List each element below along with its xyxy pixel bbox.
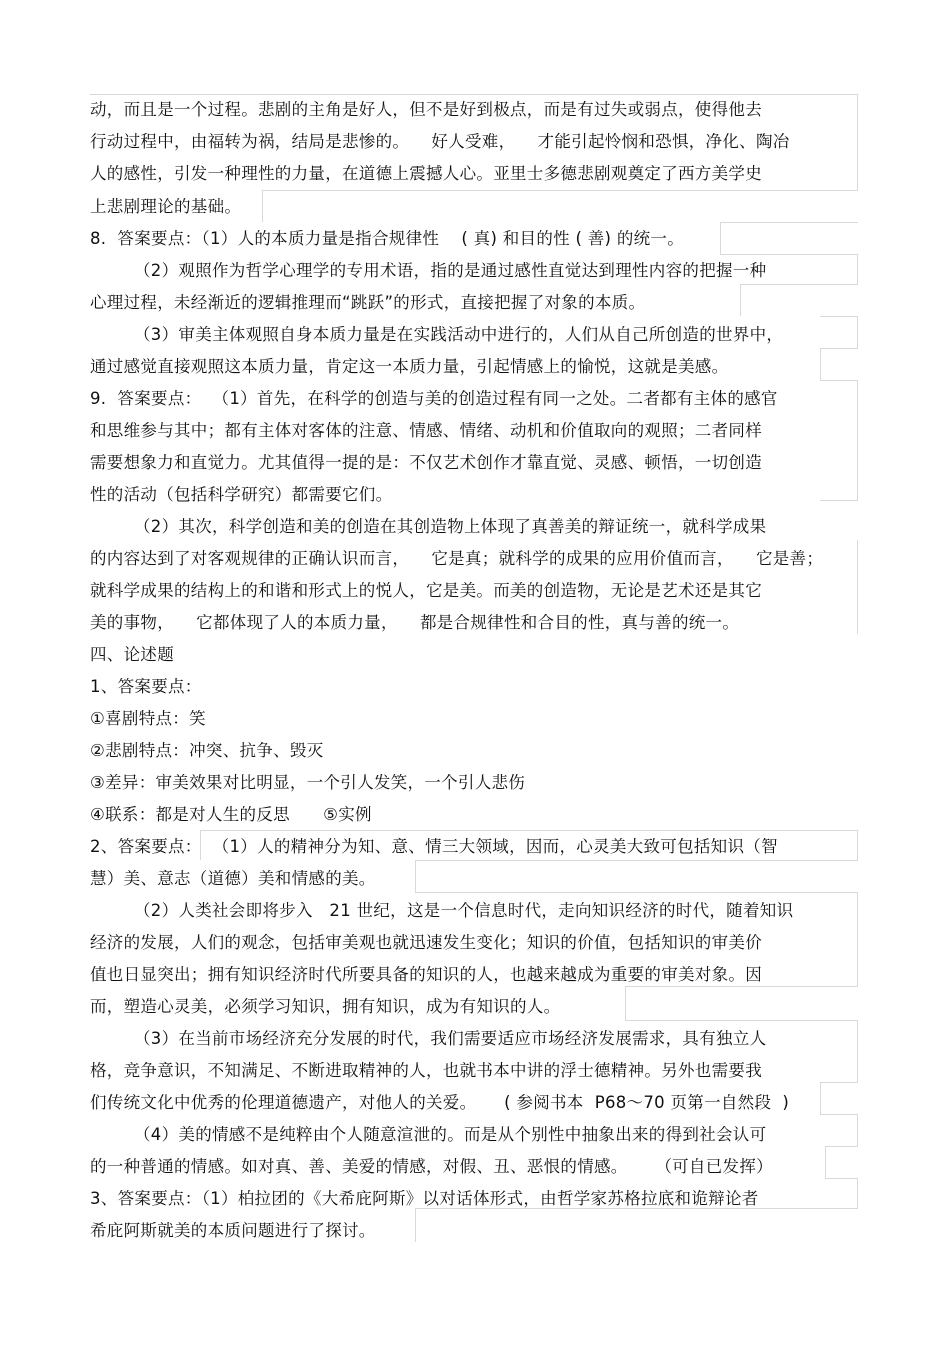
text-line: 1、答案要点： xyxy=(90,677,202,696)
frame-line xyxy=(200,830,858,831)
frame-line xyxy=(415,860,416,892)
frame-line xyxy=(857,1178,858,1208)
text-line: （2）人类社会即将步入 21 世纪，这是一个信息时代，走向知识经济的时代，随着知识 xyxy=(134,901,794,920)
frame-line xyxy=(415,1208,416,1242)
frame-line xyxy=(857,94,858,190)
frame-line xyxy=(857,380,858,500)
frame-line xyxy=(820,1114,858,1115)
text-line: 希庇阿斯就美的本质问题进行了探讨。 xyxy=(90,1221,376,1240)
frame-line xyxy=(262,190,858,191)
text-line: 美的事物， 它都体现了人的本质力量， 都是合规律性和合目的性，真与善的统一。 xyxy=(90,613,740,632)
text-line: ②悲剧特点：冲突、抗争、毁灭 xyxy=(90,741,324,760)
text-line: 和思维参与其中；都有主体对客体的注意、情感、情绪、动机和价值取向的观照；二者同样 xyxy=(90,421,762,440)
text-line: 3、答案要点：（1）柏拉团的《大希庇阿斯》以对话体形式，由哲学家苏格拉底和诡辩论者 xyxy=(90,1189,759,1208)
frame-line xyxy=(820,380,858,381)
text-line: 就科学成果的结构上的和谐和形式上的悦人，它是美。而美的创造物，无论是艺术还是其它 xyxy=(90,581,762,600)
frame-line xyxy=(825,1146,858,1147)
text-line: （3）审美主体观照自身本质力量是在实践活动中进行的，人们从自己所创造的世界中， xyxy=(134,325,784,344)
text-line: 2、答案要点： （1）人的精神分为知、意、情三大领域，因而，心灵美大致可包括知识（智 xyxy=(90,837,778,856)
frame-line xyxy=(825,1178,858,1179)
frame-line xyxy=(857,316,858,348)
frame-line xyxy=(857,540,858,634)
frame-line xyxy=(90,94,858,95)
text-line: 们传统文化中优秀的伦理道德遗产，对他人的关爱。 ( 参阅书本 P68～70 页第一自然段 ) xyxy=(90,1093,790,1112)
frame-line xyxy=(820,348,821,380)
text-line: （2）观照作为哲学心理学的专用术语，指的是通过感性直觉达到理性内容的把握一种 xyxy=(134,261,767,280)
frame-line xyxy=(820,316,858,317)
frame-line xyxy=(820,1082,858,1083)
text-line: 而，塑造心灵美，必须学习知识，拥有知识，成为有知识的人。 xyxy=(90,997,561,1016)
frame-line xyxy=(740,284,858,285)
text-line: ④联系：都是对人生的反思 ⑤实例 xyxy=(90,805,372,824)
frame-line xyxy=(720,222,721,254)
text-line: 格，竞争意识，不知满足、不断进取精神的人，也就书本中讲的浮士德精神。另外也需要我 xyxy=(90,1061,762,1080)
frame-line xyxy=(740,284,741,316)
frame-line xyxy=(857,1020,858,1082)
frame-line xyxy=(820,348,858,349)
text-line: 行动过程中，由福转为祸，结局是悲惨的。 好人受难， 才能引起怜悯和恐惧，净化、陶冶 xyxy=(90,132,790,151)
section-heading: 四、论述题 xyxy=(90,645,174,664)
frame-line xyxy=(857,892,858,986)
text-line: （2）其次，科学创造和美的创造在其创造物上体现了真善美的辩证统一，就科学成果 xyxy=(134,517,767,536)
frame-line xyxy=(625,1020,858,1021)
text-line: ③差异：审美效果对比明显，一个引人发笑，一个引人悲伤 xyxy=(90,773,526,792)
text-line: （3）在当前市场经济充分发展的时代，我们需要适应市场经济发展需求，具有独立人 xyxy=(134,1029,767,1048)
text-line: （4）美的情感不是纯粹由个人随意渲泄的。而是从个别性中抽象出来的得到社会认可 xyxy=(134,1125,767,1144)
frame-line xyxy=(415,892,858,893)
text-line: 需要想象力和直觉力。尤其值得一提的是：不仅艺术创作才靠直觉、灵感、顿悟，一切创造 xyxy=(90,453,762,472)
text-line: 心理过程，未经渐近的逻辑推理而“跳跃”的形式，直接把握了对象的本质。 xyxy=(90,293,646,312)
text-line: 性的活动（包括科学研究）都需要它们。 xyxy=(90,485,393,504)
frame-line xyxy=(720,254,858,255)
frame-line xyxy=(720,222,858,223)
text-line: 慧）美、意志（道德）美和情感的美。 xyxy=(90,869,376,888)
text-line: 值也日显突出；拥有知识经济时代所要具备的知识的人，也越来越成为重要的审美对象。因 xyxy=(90,965,762,984)
frame-line xyxy=(857,1114,858,1146)
text-line: 的内容达到了对客观规律的正确认识而言， 它是真；就科学的成果的应用价值而言， 它是善； xyxy=(90,549,824,568)
text-line: 9. 答案要点： （1）首先，在科学的创造与美的创造过程有同一之处。二者都有主体的感官 xyxy=(90,389,778,408)
text-line: 动，而且是一个过程。悲剧的主角是好人，但不是好到极点，而是有过失或弱点，使得他去 xyxy=(90,100,762,119)
frame-line xyxy=(857,830,858,860)
frame-line xyxy=(820,1082,821,1114)
text-line: 经济的发展，人们的观念，包括审美观也就迅速发生变化；知识的价值，包括知识的审美价 xyxy=(90,933,762,952)
frame-line xyxy=(625,986,626,1020)
text-line: 的一种普通的情感。如对真、善、美爱的情感，对假、丑、恶恨的情感。 （可自已发挥） xyxy=(90,1157,773,1176)
text-line: 人的感性，引发一种理性的力量，在道德上震撼人心。亚里士多德悲剧观奠定了西方美学史 xyxy=(90,164,762,183)
frame-line xyxy=(825,1146,826,1178)
text-line: ①喜剧特点：笑 xyxy=(90,709,206,728)
frame-line xyxy=(262,190,263,222)
text-line: 上悲剧理论的基础。 xyxy=(90,197,242,216)
text-line: 通过感觉直接观照这本质力量，肯定这一本质力量，引起情感上的愉悦，这就是美感。 xyxy=(90,357,729,376)
frame-line xyxy=(857,254,858,284)
frame-line xyxy=(415,860,858,861)
text-line: 8. 答案要点：（1）人的本质力量是指合规律性 ( 真) 和目的性 ( 善) 的统一。 xyxy=(90,229,685,248)
frame-line xyxy=(820,500,858,501)
